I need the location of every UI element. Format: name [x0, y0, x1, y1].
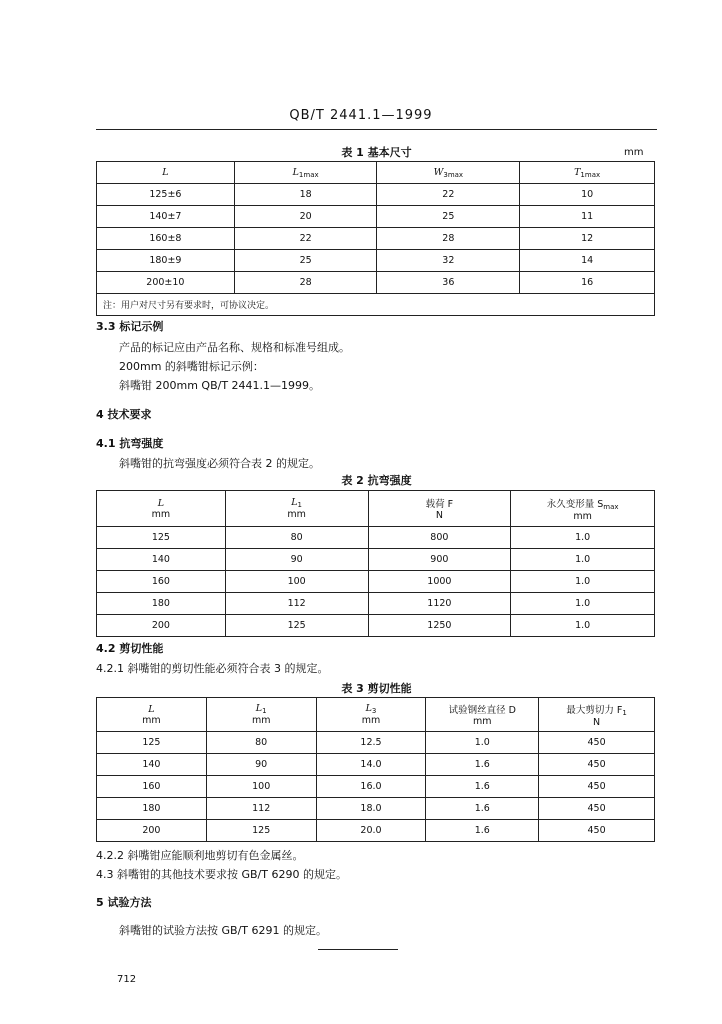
- table-cell: 22: [377, 184, 520, 206]
- table-cell: 100: [225, 571, 368, 593]
- document-header: QB/T 2441.1—1999: [289, 108, 433, 123]
- table-cell: 14: [520, 250, 655, 272]
- table-cell: 1.0: [511, 593, 655, 615]
- table-cell: 1.6: [426, 754, 539, 776]
- col-header: $L_1$ mm: [225, 491, 368, 527]
- table-row: [97, 228, 655, 250]
- table-cell: 450: [539, 820, 655, 842]
- table-cell: 90: [206, 754, 316, 776]
- table-cell: 140±7: [97, 206, 235, 228]
- table-row: [97, 776, 655, 798]
- table-cell: 200±10: [97, 272, 235, 294]
- section-4-2-2-line1: 4.2.2 斜嘴钳应能顺利地剪切有色金属丝。: [96, 849, 304, 862]
- table-cell: 200: [97, 615, 226, 637]
- table-row: [97, 250, 655, 272]
- table-row: [97, 754, 655, 776]
- table-cell: 18.0: [316, 798, 426, 820]
- col-header: L mm: [97, 491, 226, 527]
- table-cell: 12: [520, 228, 655, 250]
- table-cell: 36: [377, 272, 520, 294]
- end-rule: [318, 949, 398, 950]
- col-header: 载荷 F N: [368, 491, 511, 527]
- table-cell: 25: [377, 206, 520, 228]
- table-row: [97, 593, 655, 615]
- table-cell: 12.5: [316, 732, 426, 754]
- table3-caption: 表 3 剪切性能: [341, 682, 412, 695]
- col-header: $W_{3max}$: [377, 162, 520, 184]
- table-cell: 1250: [368, 615, 511, 637]
- table-cell: 1120: [368, 593, 511, 615]
- table-cell: 180: [97, 798, 207, 820]
- table-cell: 1.0: [511, 615, 655, 637]
- col-header: 永久变形量 $S_{max}$ mm: [511, 491, 655, 527]
- table-cell: 16.0: [316, 776, 426, 798]
- table-row: [97, 732, 655, 754]
- table-header-row: [97, 698, 655, 732]
- table-header-row: [97, 491, 655, 527]
- table-cell: 100: [206, 776, 316, 798]
- col-header: $T_{1max}$: [520, 162, 655, 184]
- table-row: [97, 615, 655, 637]
- table2: [96, 490, 655, 637]
- table-cell: 140: [97, 549, 226, 571]
- table-cell: 125: [97, 732, 207, 754]
- table-cell: 160±8: [97, 228, 235, 250]
- section-5-line1: 斜嘴钳的试验方法按 GB/T 6291 的规定。: [119, 924, 327, 937]
- section-4-heading: 4 技术要求: [96, 408, 152, 421]
- section-3-3-line1: 产品的标记应由产品名称、规格和标准号组成。: [119, 341, 350, 354]
- table-row: [97, 798, 655, 820]
- table-cell: 180±9: [97, 250, 235, 272]
- col-header: 最大剪切力 $F_1$ N: [539, 698, 655, 732]
- col-header: L mm: [97, 698, 207, 732]
- table-cell: 18: [234, 184, 377, 206]
- page-number: 712: [117, 974, 137, 985]
- table-cell: 16: [520, 272, 655, 294]
- table-cell: 125: [97, 527, 226, 549]
- table-cell: 22: [234, 228, 377, 250]
- table-cell: 28: [377, 228, 520, 250]
- table-cell: 1.0: [426, 732, 539, 754]
- table-cell: 125: [225, 615, 368, 637]
- table1-note: 注：用户对尺寸另有要求时，可协议决定。: [97, 294, 655, 316]
- table-cell: 20.0: [316, 820, 426, 842]
- table2-caption: 表 2 抗弯强度: [341, 474, 412, 487]
- table-row: [97, 820, 655, 842]
- col-header: $L_3$ mm: [316, 698, 426, 732]
- table-cell: 1.0: [511, 549, 655, 571]
- section-3-3-line3: 斜嘴钳 200mm QB/T 2441.1—1999。: [119, 379, 321, 392]
- table-cell: 200: [97, 820, 207, 842]
- table-cell: 1.6: [426, 776, 539, 798]
- table-cell: 32: [377, 250, 520, 272]
- table-cell: 25: [234, 250, 377, 272]
- table-cell: 450: [539, 732, 655, 754]
- table-row: [97, 272, 655, 294]
- section-4-1-line1: 斜嘴钳的抗弯强度必须符合表 2 的规定。: [119, 457, 320, 470]
- table-cell: 450: [539, 776, 655, 798]
- section-4-2-heading: 4.2 剪切性能: [96, 642, 164, 655]
- table-row: [97, 206, 655, 228]
- col-header: $L_1$ mm: [206, 698, 316, 732]
- table-cell: 11: [520, 206, 655, 228]
- table-row: [97, 549, 655, 571]
- table-header-row: [97, 162, 655, 184]
- table-cell: 1.0: [511, 571, 655, 593]
- table-row: [97, 527, 655, 549]
- table3: [96, 697, 655, 842]
- table-row: [97, 571, 655, 593]
- table-cell: 112: [225, 593, 368, 615]
- table-cell: 800: [368, 527, 511, 549]
- section-3-3-heading: 3.3 标记示例: [96, 320, 164, 333]
- section-3-3-line2: 200mm 的斜嘴钳标记示例：: [119, 360, 264, 373]
- table-cell: 10: [520, 184, 655, 206]
- table-cell: 80: [206, 732, 316, 754]
- table-cell: 1000: [368, 571, 511, 593]
- table-cell: 450: [539, 798, 655, 820]
- table-cell: 28: [234, 272, 377, 294]
- table-cell: 125: [206, 820, 316, 842]
- table-cell: 1.0: [511, 527, 655, 549]
- table1: [96, 161, 655, 316]
- section-4-3-line1: 4.3 斜嘴钳的其他技术要求按 GB/T 6290 的规定。: [96, 868, 347, 881]
- table-cell: 14.0: [316, 754, 426, 776]
- col-header: L: [97, 162, 235, 184]
- col-header: 试验钢丝直径 D mm: [426, 698, 539, 732]
- table1-caption: 表 1 基本尺寸: [341, 146, 412, 159]
- section-4-2-1-line1: 4.2.1 斜嘴钳的剪切性能必须符合表 3 的规定。: [96, 662, 329, 675]
- table-cell: 125±6: [97, 184, 235, 206]
- section-4-1-heading: 4.1 抗弯强度: [96, 437, 164, 450]
- table-cell: 112: [206, 798, 316, 820]
- table-cell: 20: [234, 206, 377, 228]
- table1-unit: mm: [624, 147, 644, 158]
- header-rule: [96, 129, 657, 130]
- table-cell: 90: [225, 549, 368, 571]
- col-header: $L_{1max}$: [234, 162, 377, 184]
- table-cell: 160: [97, 776, 207, 798]
- table-cell: 1.6: [426, 820, 539, 842]
- table-cell: 180: [97, 593, 226, 615]
- section-5-heading: 5 试验方法: [96, 896, 152, 909]
- table-cell: 140: [97, 754, 207, 776]
- table-cell: 450: [539, 754, 655, 776]
- table-cell: 1.6: [426, 798, 539, 820]
- table-cell: 900: [368, 549, 511, 571]
- table-row: [97, 184, 655, 206]
- table-note-row: [97, 294, 655, 316]
- table-cell: 160: [97, 571, 226, 593]
- table-cell: 80: [225, 527, 368, 549]
